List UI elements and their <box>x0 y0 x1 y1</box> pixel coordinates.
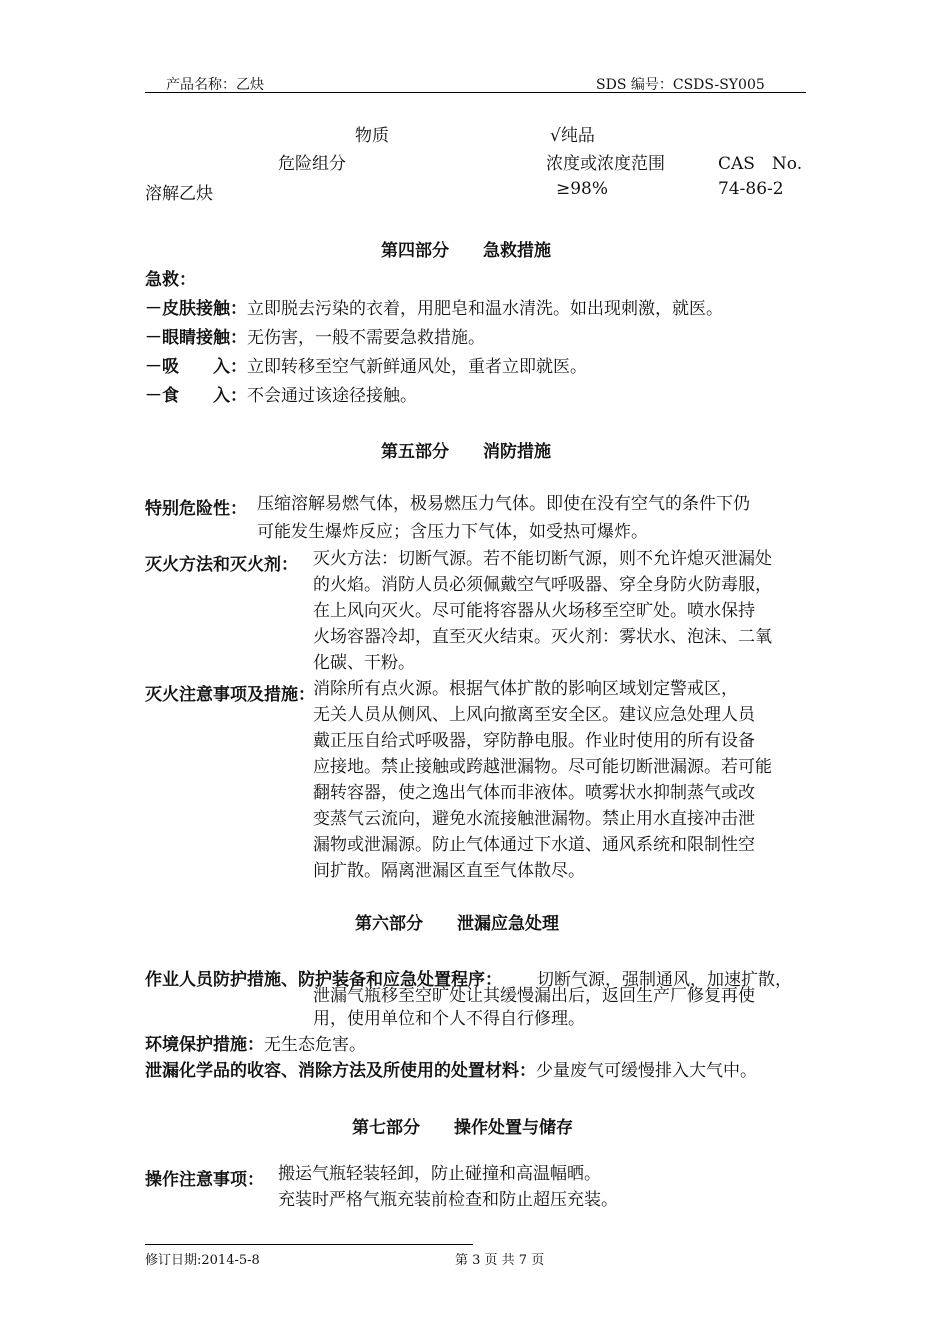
personnel-line: 用，使用单位和个人不得自行修理。 <box>313 1009 585 1029</box>
sds-label: SDS 编号： <box>596 77 673 93</box>
footer-revision-date: 修订日期:2014-5-8 <box>145 1253 260 1268</box>
precautions-line: 无关人员从侧风、上风向撤离至安全区。建议应急处理人员 <box>313 705 755 725</box>
precautions-line: 间扩散。隔离泄漏区直至气体散尽。 <box>313 861 585 881</box>
extinguishing-line: 灭火方法：切断气源。若不能切断气源，则不允许熄灭泄漏处 <box>313 549 772 569</box>
handling-text <box>278 1161 618 1213</box>
skin-label: －皮肤接触： <box>145 299 247 319</box>
first-aid-eye <box>145 323 485 348</box>
section6-title: 第六部分 泄漏应急处理 <box>355 914 559 934</box>
precautions-line: 应接地。禁止接触或跨越泄漏物。尽可能切断泄漏源。若可能 <box>313 757 772 777</box>
precautions-line: 漏物或泄漏源。防止气体通过下水道、通风系统和限制性空 <box>313 835 755 855</box>
precautions-line: 戴正压自给式呼吸器，穿防静电服。作业时使用的所有设备 <box>313 731 755 751</box>
special-hazard-line: 压缩溶解易燃气体，极易燃压力气体。即使在没有空气的条件下仍 <box>257 494 750 514</box>
precautions-text <box>313 676 772 884</box>
sds-value: CSDS-SY005 <box>672 77 765 93</box>
first-aid-ingestion <box>145 381 417 406</box>
precautions-line: 消除所有点火源。根据气体扩散的影响区域划定警戒区， <box>313 679 738 699</box>
personnel-line: 泄漏气瓶移至空旷处让其缓慢漏出后，返回生产厂修复再使 <box>313 986 755 1006</box>
skin-text: 立即脱去污染的衣着，用肥皂和温水清洗。如出现刺激，就医。 <box>247 299 723 319</box>
extinguishing-line: 火场容器冷却，直至灭火结束。灭火剂：雾状水、泡沫、二氧 <box>313 627 772 647</box>
extinguishing-line: 的火焰。消防人员必须佩戴空气呼吸器、穿全身防火防毒服， <box>313 575 772 595</box>
containment-text: 少量废气可缓慢排入大气中。 <box>536 1061 757 1081</box>
ingestion-text: 不会通过该途径接触。 <box>247 386 417 406</box>
section5-title: 第五部分 消防措施 <box>381 442 551 462</box>
environment-measures <box>145 1030 366 1055</box>
ingestion-label: －食 入： <box>145 386 247 406</box>
containment-measures <box>145 1056 757 1081</box>
special-hazard-line: 可能发生爆炸反应；含压力下气体，如受热可爆炸。 <box>257 522 648 542</box>
personnel-text <box>313 985 755 1031</box>
extinguishing-line: 化碳、干粉。 <box>313 653 415 673</box>
extinguishing-line: 在上风向灭火。尽可能将容器从火场移至空旷处。喷水保持 <box>313 601 755 621</box>
concentration-label: 浓度或浓度范围 <box>546 154 665 174</box>
header-rule <box>145 92 806 93</box>
inhalation-text: 立即转移至空气新鲜通风处，重者立即就医。 <box>247 357 587 377</box>
handling-line: 充装时严格气瓶充装前检查和防止超压充装。 <box>278 1190 618 1210</box>
precautions-line: 变蒸气云流向，避免水流接触泄漏物。禁止用水直接冲击泄 <box>313 809 755 829</box>
eye-label: －眼睛接触： <box>145 328 247 348</box>
handling-line: 搬运气瓶轻装轻卸，防止碰撞和高温幅晒。 <box>278 1164 601 1184</box>
environment-text: 无生态危害。 <box>264 1035 366 1055</box>
extinguishing-text <box>313 546 772 676</box>
footer-page-number: 第 3 页 共 7 页 <box>455 1253 545 1268</box>
component-cas: 74-86-2 <box>718 179 784 199</box>
first-aid-skin <box>145 294 723 319</box>
cas-label: CAS No. <box>718 154 803 174</box>
substance-label: 物质 <box>355 126 389 146</box>
footer-rule <box>145 1244 473 1245</box>
header-product-name: 产品名称：乙炔 <box>166 77 264 93</box>
eye-text: 无伤害，一般不需要急救措施。 <box>247 328 485 348</box>
component-name: 溶解乙炔 <box>145 184 213 204</box>
personnel-line-first: 切断气源，强制通风，加速扩散， <box>537 970 792 990</box>
extinguishing-label: 灭火方法和灭火剂： <box>145 555 298 575</box>
section7-title: 第七部分 操作处置与储存 <box>352 1118 573 1138</box>
handling-label: 操作注意事项： <box>145 1170 264 1190</box>
special-hazard-label: 特别危险性： <box>145 499 247 519</box>
pure-label: √纯品 <box>550 126 595 146</box>
special-hazard-text <box>257 490 750 546</box>
first-aid-inhalation <box>145 352 587 377</box>
precautions-label: 灭火注意事项及措施： <box>145 685 315 705</box>
containment-label: 泄漏化学品的收容、消除方法及所使用的处置材料： <box>145 1061 536 1081</box>
component-label: 危险组分 <box>278 154 346 174</box>
environment-label: 环境保护措施： <box>145 1035 264 1055</box>
section4-title: 第四部分 急救措施 <box>381 241 551 261</box>
component-concentration: ≥98% <box>556 179 609 199</box>
personnel-label: 作业人员防护措施、防护装备和应急处置程序： <box>145 970 502 990</box>
precautions-line: 翻转容器，使之逸出气体而非液体。喷雾状水抑制蒸气或改 <box>313 783 755 803</box>
inhalation-label: －吸 入： <box>145 357 247 377</box>
header-sds-number <box>596 74 765 94</box>
first-aid-intro: 急救： <box>145 270 196 290</box>
